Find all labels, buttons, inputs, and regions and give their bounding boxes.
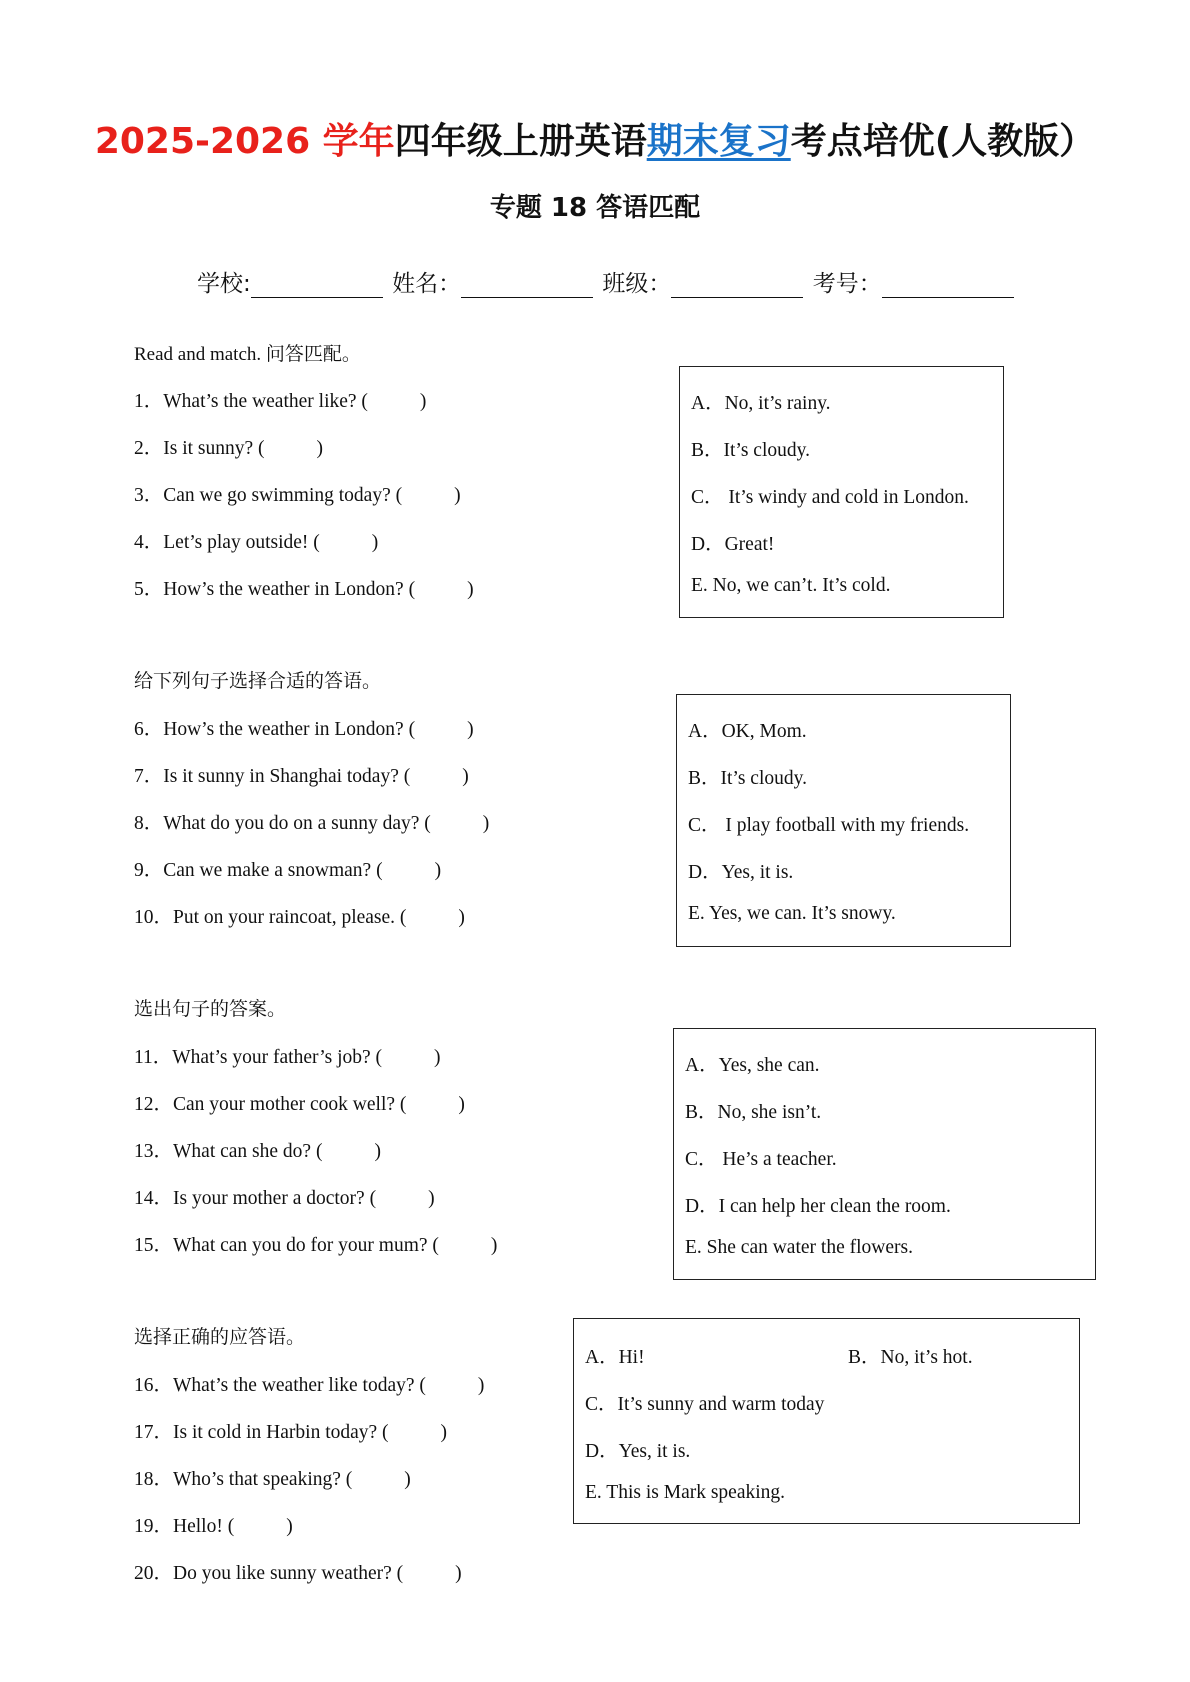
exam-number-label: 考号： — [812, 271, 882, 297]
student-info — [197, 265, 1016, 298]
exam-number-blank[interactable] — [882, 275, 1014, 298]
question-11: 11．What’s your father’s job? ( ) — [134, 1047, 441, 1068]
question-7: 7．Is it sunny in Shanghai today? ( ) — [134, 766, 469, 787]
name-label: 姓名： — [392, 271, 462, 297]
section-3-instruction: 选出句子的答案。 — [134, 999, 287, 1020]
question-20: 20．Do you like sunny weather? ( ) — [134, 1563, 462, 1584]
section-4-instruction: 选择正确的应答语。 — [134, 1327, 306, 1348]
question-18: 18．Who’s that speaking? ( ) — [134, 1469, 411, 1490]
option-item: D．I can help her clean the room. — [685, 1196, 951, 1217]
question-5: 5．How’s the weather in London? ( ) — [134, 579, 474, 600]
option-item: C．It’s sunny and warm today — [585, 1394, 825, 1415]
option-item: A．OK, Mom. — [688, 721, 807, 742]
option-item: A．Yes, she can. — [685, 1055, 820, 1076]
title-year: 2025-2026 学年 — [94, 121, 395, 162]
option-item: E. She can water the flowers. — [685, 1237, 913, 1258]
option-item: B．It’s cloudy. — [691, 440, 810, 461]
question-14: 14．Is your mother a doctor? ( ) — [134, 1188, 435, 1209]
option-item: E. Yes, we can. It’s snowy. — [688, 903, 896, 924]
options-box-1 — [679, 366, 1004, 618]
question-6: 6．How’s the weather in London? ( ) — [134, 719, 474, 740]
option-item: D．Great! — [691, 534, 775, 555]
question-12: 12．Can your mother cook well? ( ) — [134, 1094, 465, 1115]
option-item: E. This is Mark speaking. — [585, 1482, 786, 1503]
section-1-instruction: Read and match. 问答匹配。 — [134, 344, 361, 365]
options-box-2 — [676, 694, 1011, 947]
option-item: A．No, it’s rainy. — [691, 393, 831, 414]
question-1: 1．What’s the weather like? ( ) — [134, 391, 427, 412]
question-15: 15．What can you do for your mum? ( ) — [134, 1235, 498, 1256]
page-subtitle: 专题 18 答语匹配 — [489, 193, 701, 223]
option-item: B．No, she isn’t. — [685, 1102, 822, 1123]
school-label: 学校: — [197, 271, 251, 297]
title-edition: 考点培优(人教版） — [790, 121, 1096, 162]
page-title — [0, 113, 1190, 164]
option-item: C． He’s a teacher. — [685, 1149, 837, 1170]
question-2: 2．Is it sunny? ( ) — [134, 438, 324, 459]
option-item: C． I play football with my friends. — [688, 815, 970, 836]
question-16: 16．What’s the weather like today? ( ) — [134, 1375, 485, 1396]
question-9: 9．Can we make a snowman? ( ) — [134, 860, 442, 881]
option-item: B．It’s cloudy. — [688, 768, 807, 789]
question-13: 13．What can she do? ( ) — [134, 1141, 381, 1162]
option-item: E. No, we can’t. It’s cold. — [691, 575, 891, 596]
options-box-3 — [673, 1028, 1096, 1280]
class-label: 班级： — [602, 271, 672, 297]
question-3: 3．Can we go swimming today? ( ) — [134, 485, 461, 506]
school-blank[interactable] — [251, 275, 383, 298]
option-item: D．Yes, it is. — [688, 862, 794, 883]
option-item: C． It’s windy and cold in London. — [691, 487, 969, 508]
name-blank[interactable] — [461, 275, 593, 298]
option-item: B．No, it’s hot. — [848, 1347, 973, 1368]
question-10: 10．Put on your raincoat, please. ( ) — [134, 907, 465, 928]
question-17: 17．Is it cold in Harbin today? ( ) — [134, 1422, 448, 1443]
option-item: D．Yes, it is. — [585, 1441, 691, 1462]
title-review-link[interactable]: 期末复习 — [646, 121, 791, 162]
question-4: 4．Let’s play outside! ( ) — [134, 532, 379, 553]
class-blank[interactable] — [671, 275, 803, 298]
options-box-4 — [573, 1318, 1080, 1524]
option-item: A．Hi! — [585, 1347, 645, 1368]
section-2-instruction: 给下列句子选择合适的答语。 — [134, 671, 382, 692]
question-19: 19．Hello! ( ) — [134, 1516, 293, 1537]
title-grade: 四年级上册英语 — [394, 121, 647, 162]
question-8: 8．What do you do on a sunny day? ( ) — [134, 813, 490, 834]
